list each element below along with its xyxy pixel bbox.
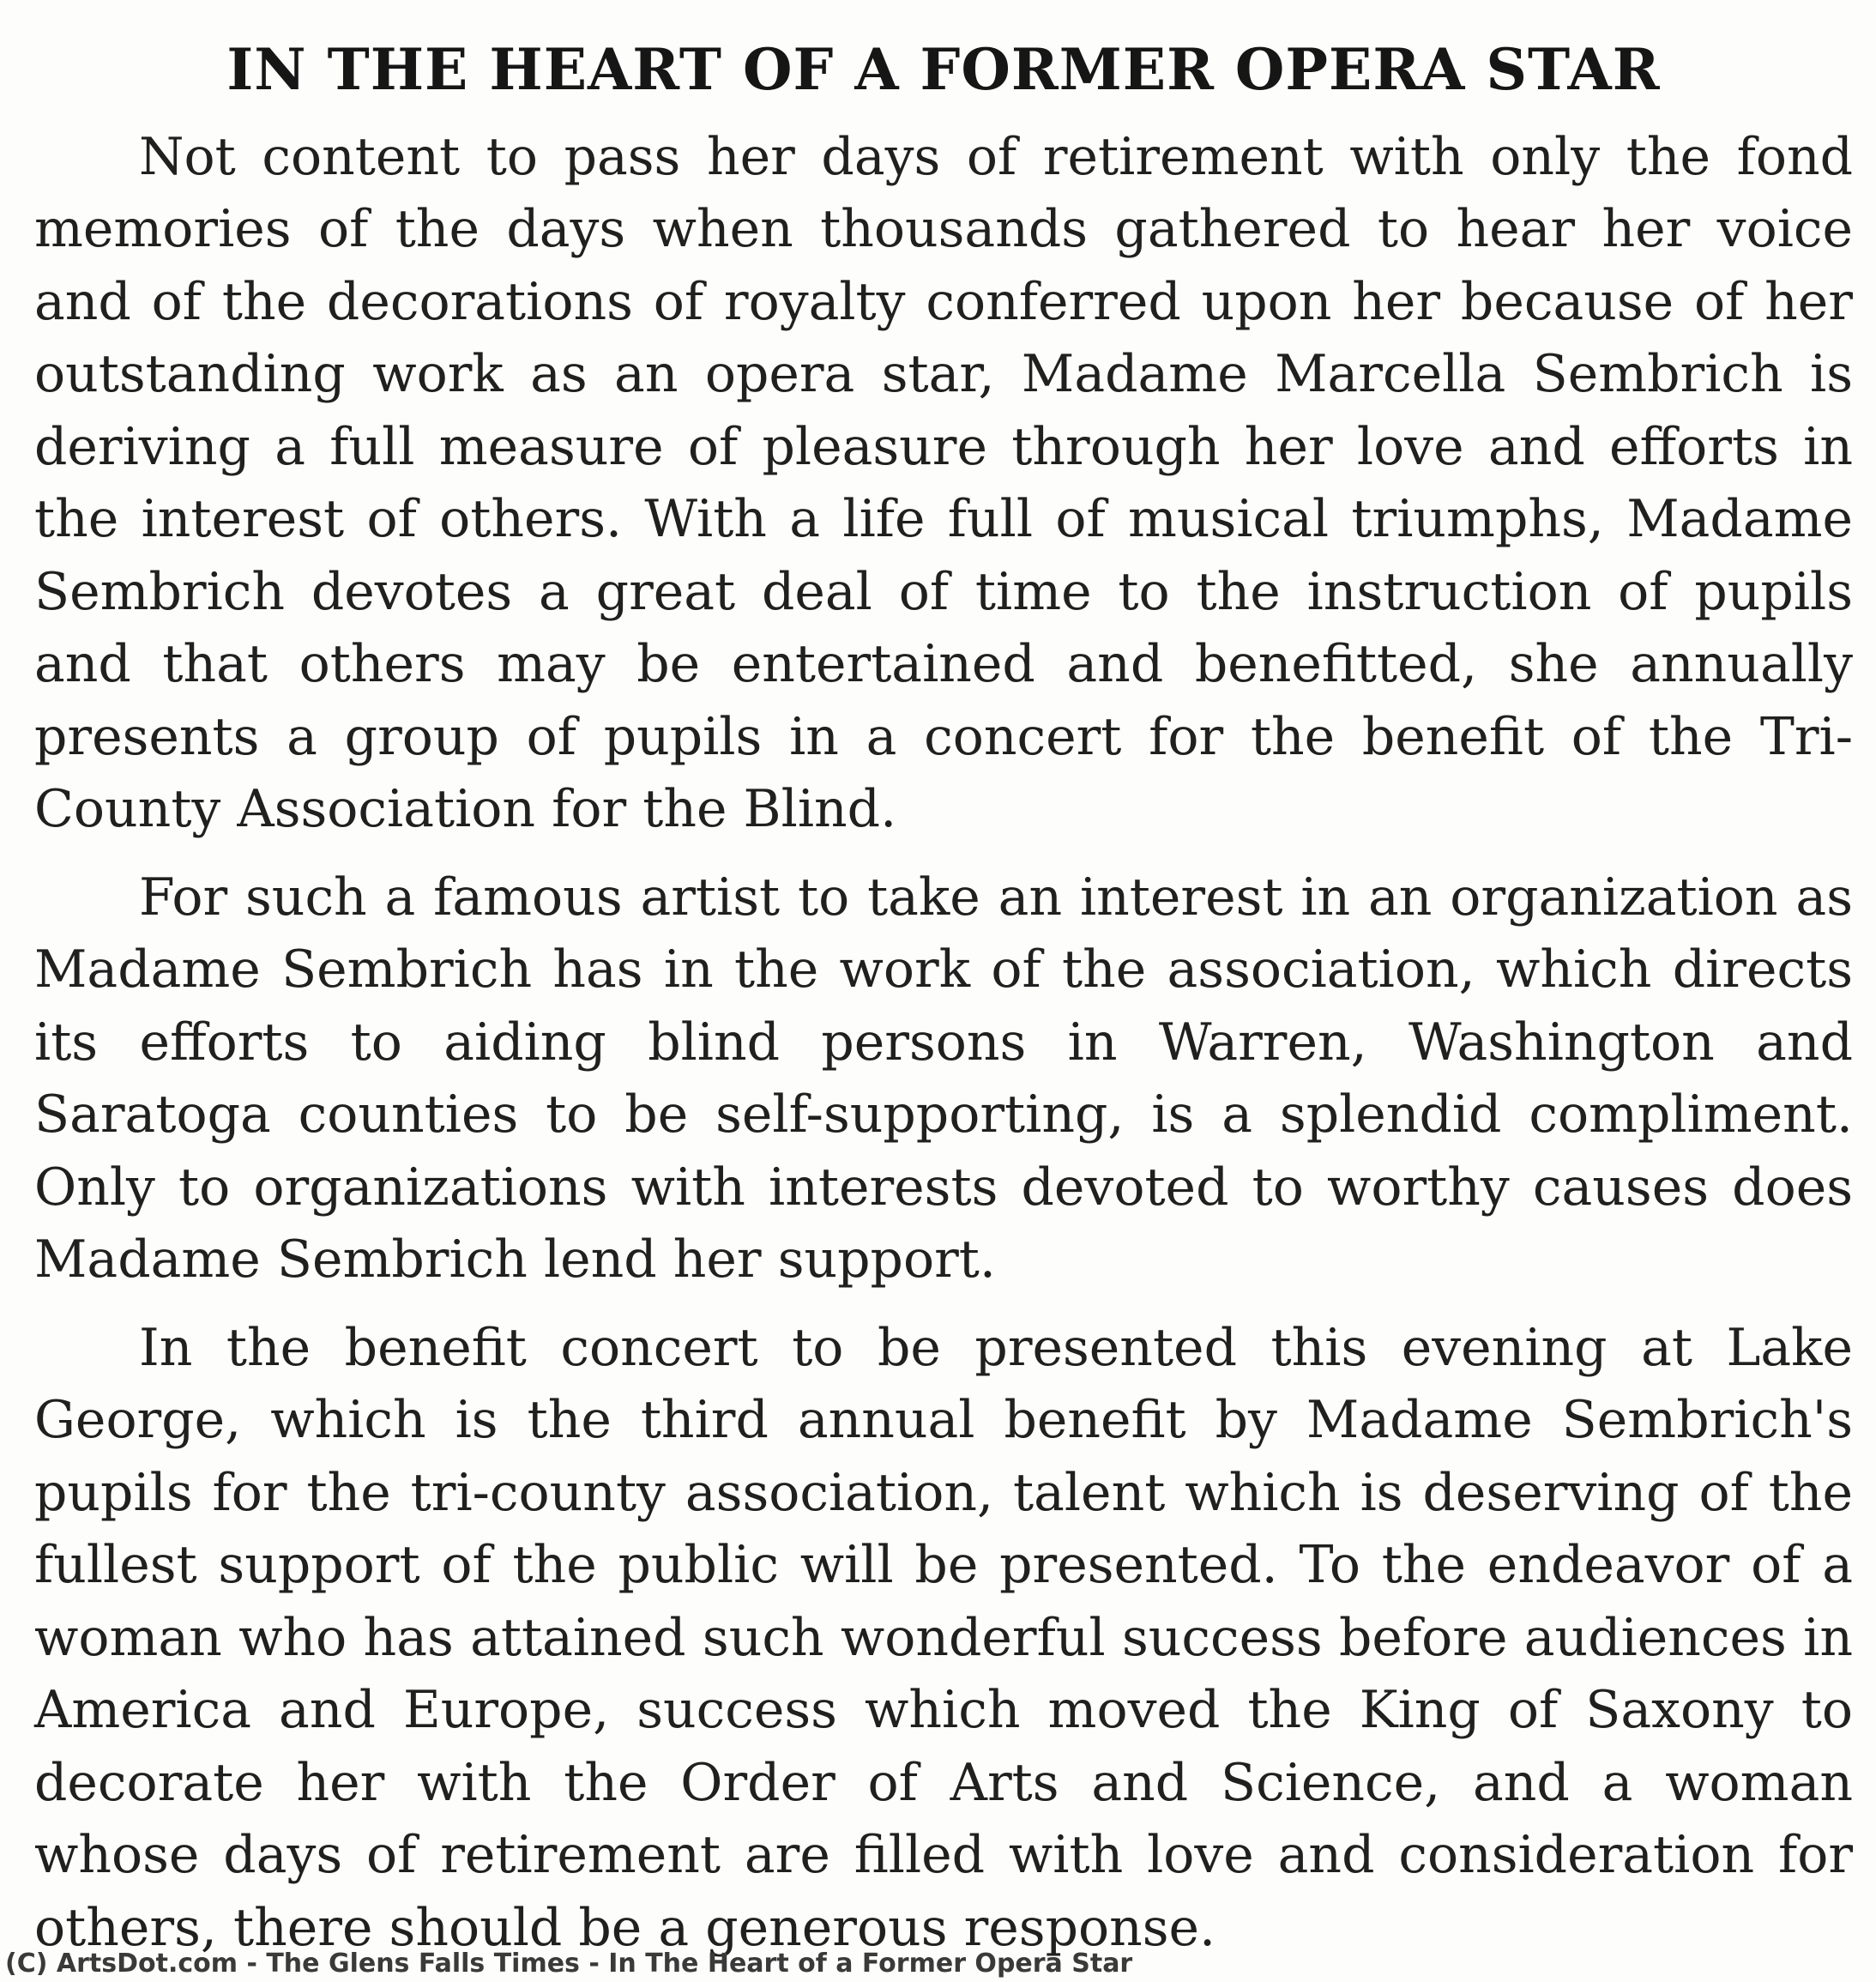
article	[34, 34, 1853, 1979]
article-paragraph-3: In the benefit concert to be presented this evening at Lake George, which is the third annual benefit by Madame Sembrich's pupils for the tri-county association, talent which is deserving of the fullest support of the public will be presented. To the endeavor of a woman who has attained such wonderful success before audiences in America and Europe, success which moved the King of Saxony to decorate her with the Order of Arts and Science, and a woman whose days of retirement are filled with love and consideration for others, there should be a generous response.	[34, 1317, 1853, 1958]
copyright-caption: (C) ArtsDot.com - The Glens Falls Times - In The Heart of a Former Opera Star	[5, 1949, 1133, 1979]
article-paragraph-2: For such a famous artist to take an interest in an organization as Madame Sembrich has in the work of the association, which directs its efforts to aiding blind persons in Warren, Washington and Saratoga counties to be self-supporting, is a splendid compliment. Only to organizations with interests devoted to worthy causes does Madame Sembrich lend her support.	[34, 867, 1853, 1290]
article-paragraph-1: Not content to pass her days of retirement with only the fond memories of the days when thousands gathered to hear her voice and of the decorations of royalty conferred upon her because of her outstanding work as an opera star, Madame Marcella Sembrich is deriving a full measure of pleasure through her love and efforts in the interest of others. With a life full of musical triumphs, Madame Sembrich devotes a great deal of time to the instruction of pupils and that others may be entertained and benefitted, she annually presents a group of pupils in a concert for the benefit of the Tri-County Association for the Blind.	[34, 126, 1853, 839]
article-headline: IN THE HEART OF A FORMER OPERA STAR	[226, 36, 1661, 103]
